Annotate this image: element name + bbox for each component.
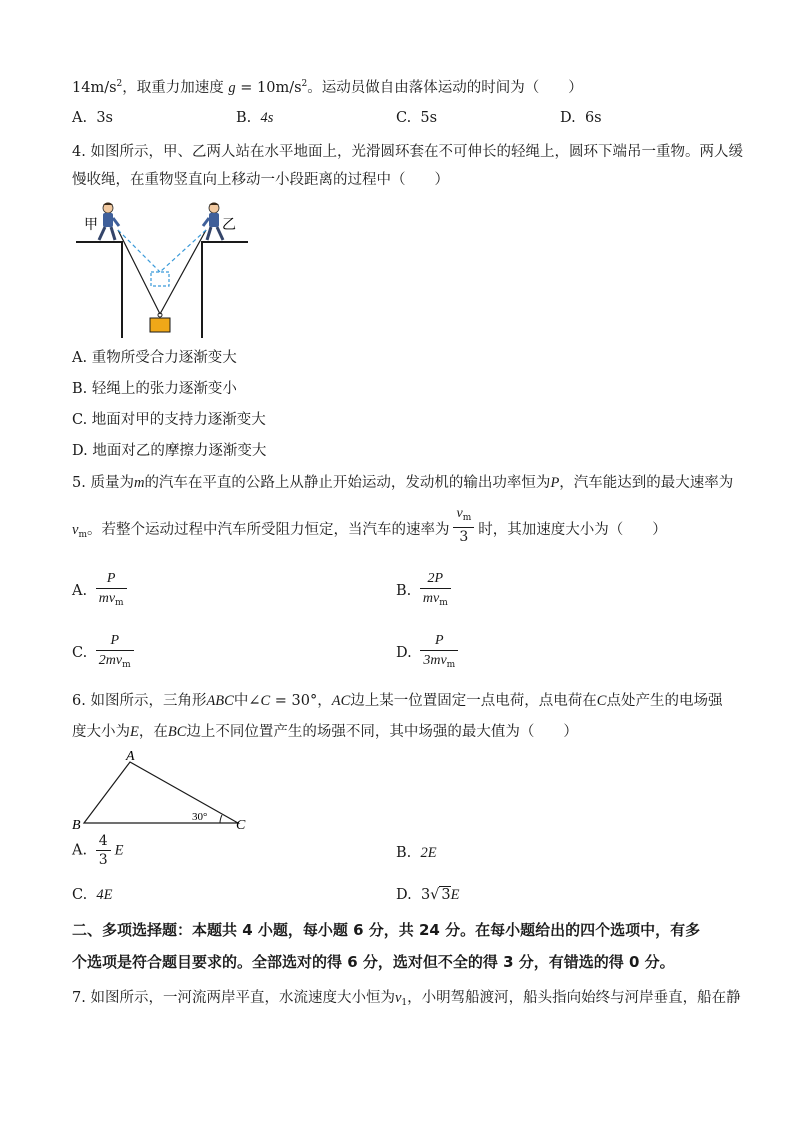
label-yi: 乙 bbox=[222, 217, 236, 233]
vertex-c: C bbox=[236, 818, 246, 833]
section2-heading-line1: 二、多项选择题：本题共 4 小题，每小题 6 分，共 24 分。在每小题给出的四个选项中，有多 bbox=[72, 921, 701, 939]
rope-dashed-left bbox=[118, 230, 160, 272]
q6-triangle-figure bbox=[68, 748, 258, 836]
q4-option-b[interactable]: B. 轻绳上的张力逐渐变小 bbox=[72, 381, 237, 397]
q5-stem-line1: 5. 质量为m的汽车在平直的公路上从静止开始运动，发动机的输出功率恒为P，汽车能达到的最大速率为 bbox=[72, 475, 734, 491]
q5-stem-line2: $v_m$。若整个运动过程中汽车所受阻力恒定，当汽车的速率为 $\frac{v_m}{3}$ 时，其加速度大小为（ ） bbox=[72, 506, 667, 545]
right-ground bbox=[202, 242, 248, 338]
weight-dashed bbox=[151, 272, 169, 286]
q6-stem-line1: 6. 如图所示，三角形ABC中∠C = 30°，AC边上某一位置固定一点电荷，点电荷在C点处产生的电场强 bbox=[72, 693, 723, 709]
q4-stem-line1: 4. 如图所示，甲、乙两人站在水平地面上，光滑圆环套在不可伸长的轻绳上，圆环下端吊一重物。两人缓 bbox=[72, 144, 743, 160]
q4-stem-line2: 慢收绳，在重物竖直向上移动一小段距离的过程中（ ） bbox=[72, 172, 449, 188]
q3-option-c[interactable]: C. 5s bbox=[396, 110, 438, 126]
q6-option-d[interactable]: D. 3√ 3E bbox=[396, 887, 460, 903]
q3-option-d[interactable]: D. 6s bbox=[560, 110, 602, 126]
q4-option-a[interactable]: A. 重物所受合力逐渐变大 bbox=[72, 350, 237, 366]
section2-heading-line2: 个选项是符合题目要求的。全部选对的得 6 分，选对但不全的得 3 分，有错选的得 0 分。 bbox=[72, 953, 675, 971]
angle-label: 30° bbox=[192, 811, 208, 823]
q7-stem-line: 7. 如图所示，一河流两岸平直，水流速度大小恒为$v_1$，小明驾船渡河，船头指向始终与河岸垂直，船在静 bbox=[72, 990, 741, 1008]
weight bbox=[150, 318, 170, 332]
q3-line: $14m/s^2$，取重力加速度 $g = 10m/s^2$。运动员做自由落体运动的时间为（ ） bbox=[72, 79, 583, 96]
q3-option-a[interactable]: A. 3s bbox=[72, 110, 113, 126]
triangle-abc bbox=[84, 762, 238, 823]
label-jia: 甲 bbox=[84, 217, 98, 233]
person-right-icon bbox=[203, 203, 223, 241]
q6-option-a[interactable]: A. $\frac{4}{3}$ E bbox=[72, 833, 124, 868]
q4-figure bbox=[72, 196, 252, 342]
q6-option-c[interactable]: C. 4E bbox=[72, 887, 113, 903]
q5-option-d[interactable]: D. $\frac{P}{3mv_m}$ bbox=[396, 632, 462, 674]
angle-arc bbox=[220, 815, 222, 823]
q6-stem-line2: 度大小为E，在BC边上不同位置产生的场强不同，其中场强的最大值为（ ） bbox=[72, 724, 578, 740]
vertex-a: A bbox=[126, 749, 135, 764]
q3-option-b[interactable]: B. 4s bbox=[236, 110, 274, 126]
q6-option-b[interactable]: B. 2E bbox=[396, 845, 437, 861]
q4-option-d[interactable]: D. 地面对乙的摩擦力逐渐变大 bbox=[72, 443, 267, 459]
left-ground bbox=[76, 242, 122, 338]
vertex-b: B bbox=[72, 818, 81, 833]
q5-option-a[interactable]: A. $\frac{P}{mv_m}$ bbox=[72, 570, 131, 612]
q5-option-b[interactable]: B. $\frac{2P}{mv_m}$ bbox=[396, 570, 455, 612]
rope-dashed-right bbox=[160, 230, 206, 272]
q4-option-c[interactable]: C. 地面对甲的支持力逐渐变大 bbox=[72, 412, 266, 428]
q5-option-c[interactable]: C. $\frac{P}{2mv_m}$ bbox=[72, 632, 138, 674]
person-left-icon bbox=[99, 203, 119, 241]
